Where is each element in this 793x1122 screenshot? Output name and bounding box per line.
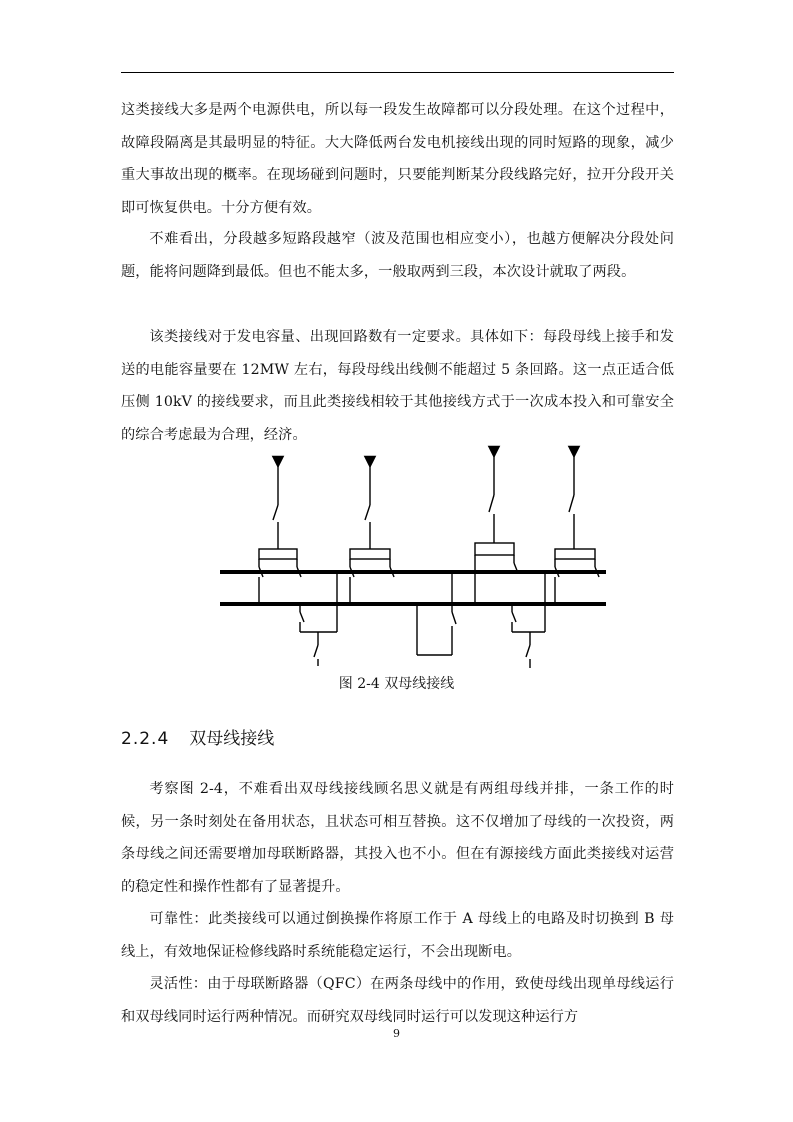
disconnect-switch-icon xyxy=(365,505,370,520)
page-number: 9 xyxy=(393,1027,400,1040)
figure-caption: 图 2-4 双母线接线 xyxy=(338,676,455,692)
paragraph-3: 该类接线对于发电容量、出现回路数有一定要求。具体如下：每段母线上接手和发送的电能容量要在 12MW 左右，每段母线出线侧不能超过 5 条回路。这一点正适合低压侧 10kV 的接线要求，而且此类接线相较于其他接线方式于一次成本投入和可靠安全的综合考虑最为合理，经济。 xyxy=(121,329,674,443)
feeder-4 xyxy=(555,452,599,604)
bus-coupler xyxy=(417,572,456,655)
feeder-1 xyxy=(259,462,301,604)
disconnect-switch-icon xyxy=(569,495,574,512)
section-heading xyxy=(121,726,274,752)
header-rule xyxy=(121,72,674,73)
section-title: 双母线接线 xyxy=(189,729,275,749)
paragraph-4: 考察图 2-4，不难看出双母线接线顾名思义就是有两组母线并排，一条工作的时候，另一条时刻处在备用状态，且状态可相互替换。这不仅增加了母线的一次投资，两条母线之间还需要增加母联断路器，其投入也不小。但在有源接线方面此类接线对运营的稳定性和操作性都有了显著提升。 xyxy=(121,781,674,895)
disconnect-switch-icon xyxy=(512,612,516,622)
paragraph-6: 灵活性：由于母联断路器（QFC）在两条母线中的作用，致使母线出现单母线运行和双母线同时运行两种情况。而研究双母线同时运行可以发现这种运行方 xyxy=(121,976,674,1025)
section-number: 2.2.4 xyxy=(121,729,170,749)
disconnect-switch-icon xyxy=(452,612,456,624)
feeder-2 xyxy=(350,462,394,604)
feeder-3 xyxy=(475,452,518,604)
paragraph-2: 不难看出，分段越多短路段越窄（波及范围也相应变小），也越方便解决分段处问题，能将问题降到最低。但也不能太多，一般取两到三段，本次设计就取了两段。 xyxy=(121,231,674,280)
disconnect-switch-icon xyxy=(314,645,318,657)
disconnect-switch-icon xyxy=(300,612,304,622)
lower-feeder-1 xyxy=(300,572,337,666)
paragraph-5: 可靠性：此类接线可以通过倒换操作将原工作于 A 母线上的电路及时切换到 B 母线上，有效地保证检修线路时系统能稳定运行，不会出现断电。 xyxy=(121,911,674,960)
lower-feeder-2 xyxy=(512,572,545,668)
double-busbar-diagram xyxy=(210,442,610,668)
disconnect-switch-icon xyxy=(273,505,278,520)
disconnect-switch-icon xyxy=(489,495,494,512)
disconnect-switch-icon xyxy=(526,645,530,657)
paragraph-1: 这类接线大多是两个电源供电，所以每一段发生故障都可以分段处理。在这个过程中，故障段隔离是其最明显的特征。大大降低两台发电机接线出现的同时短路的现象，减少重大事故出现的概率。在现场碰到问题时，只要能判断某分段线路完好，拉开分段开关即可恢复供电。十分方便有效。 xyxy=(121,102,674,216)
